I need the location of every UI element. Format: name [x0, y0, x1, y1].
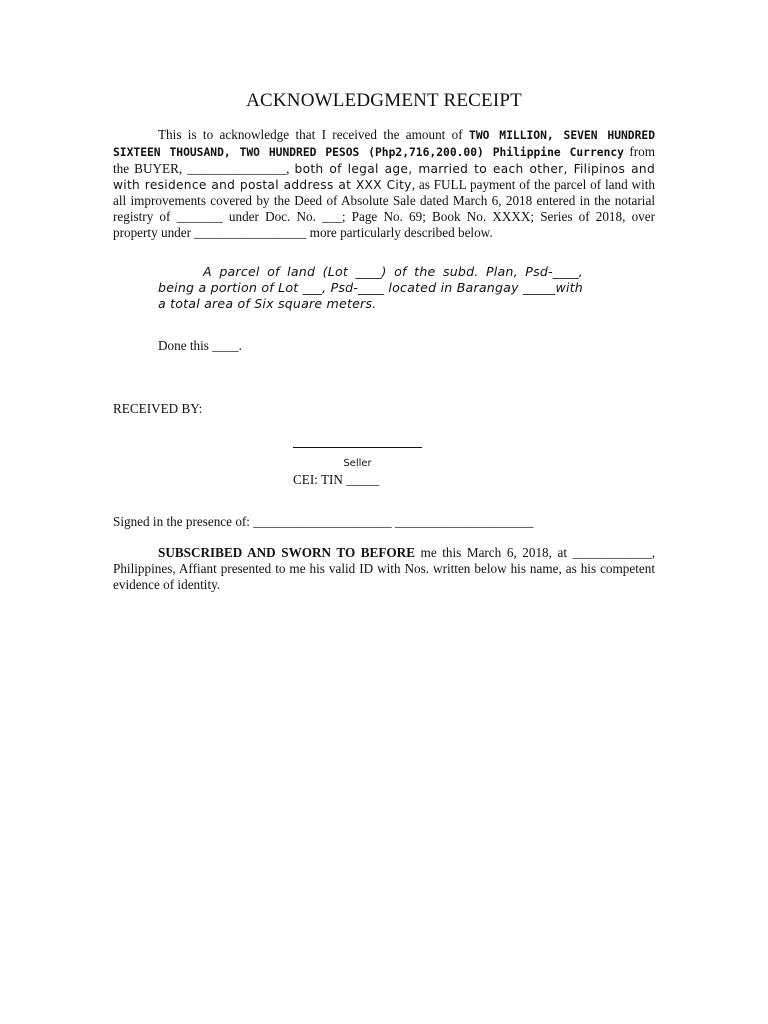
- done-this-line: Done this ____.: [158, 338, 242, 353]
- jurat-bold-text: SUBSCRIBED AND SWORN TO BEFORE: [158, 545, 415, 560]
- seller-label: Seller: [343, 458, 372, 469]
- received-by-label: RECEIVED BY:: [113, 401, 203, 416]
- payment-details-text: , as FULL payment of the parcel of land with all improvements covered by the Deed of Absolute Sale dated March 6, 2018 entered in the notarial registry of _______ under Doc. No. ___; Page No. 69; Book No. XXXX; Series of 2018, over property under _________________ more particularly described below.: [113, 177, 655, 240]
- acknowledgment-paragraph: [113, 127, 655, 241]
- jurat-text: me this March 6, 2018, at ____________, Philippines, Affiant presented to me his valid ID with Nos. written below his name, as his competent evidence of identity.: [113, 545, 655, 592]
- from-buyer-text: from the BUYER, _______________,: [113, 144, 656, 176]
- intro-text: This is to acknowledge that I received the amount of: [158, 127, 470, 142]
- signed-in-presence-line: Signed in the presence of: _____________________ _____________________: [113, 514, 534, 529]
- parcel-text: A parcel of land (Lot ____) of the subd. Plan, Psd-____, being a portion of Lot ___, Psd-____ located in Barangay _____with a total area of Six square meters.: [158, 264, 583, 311]
- jurat-paragraph: [113, 545, 655, 593]
- cei-tin-line: CEI: TIN _____: [293, 472, 380, 487]
- legal-age-text: both of legal age, married to each other, Filipinos and with residence and postal address at XXX City: [113, 162, 655, 192]
- seller-signature-line: [293, 447, 422, 448]
- document-title: ACKNOWLEDGMENT RECEIPT: [246, 90, 522, 111]
- parcel-description: [158, 264, 583, 312]
- amount-in-words: TWO MILLION, SEVEN HUNDRED SIXTEEN THOUSAND, TWO HUNDRED PESOS (Php2,716,200.00) Philippine Currency: [113, 129, 655, 159]
